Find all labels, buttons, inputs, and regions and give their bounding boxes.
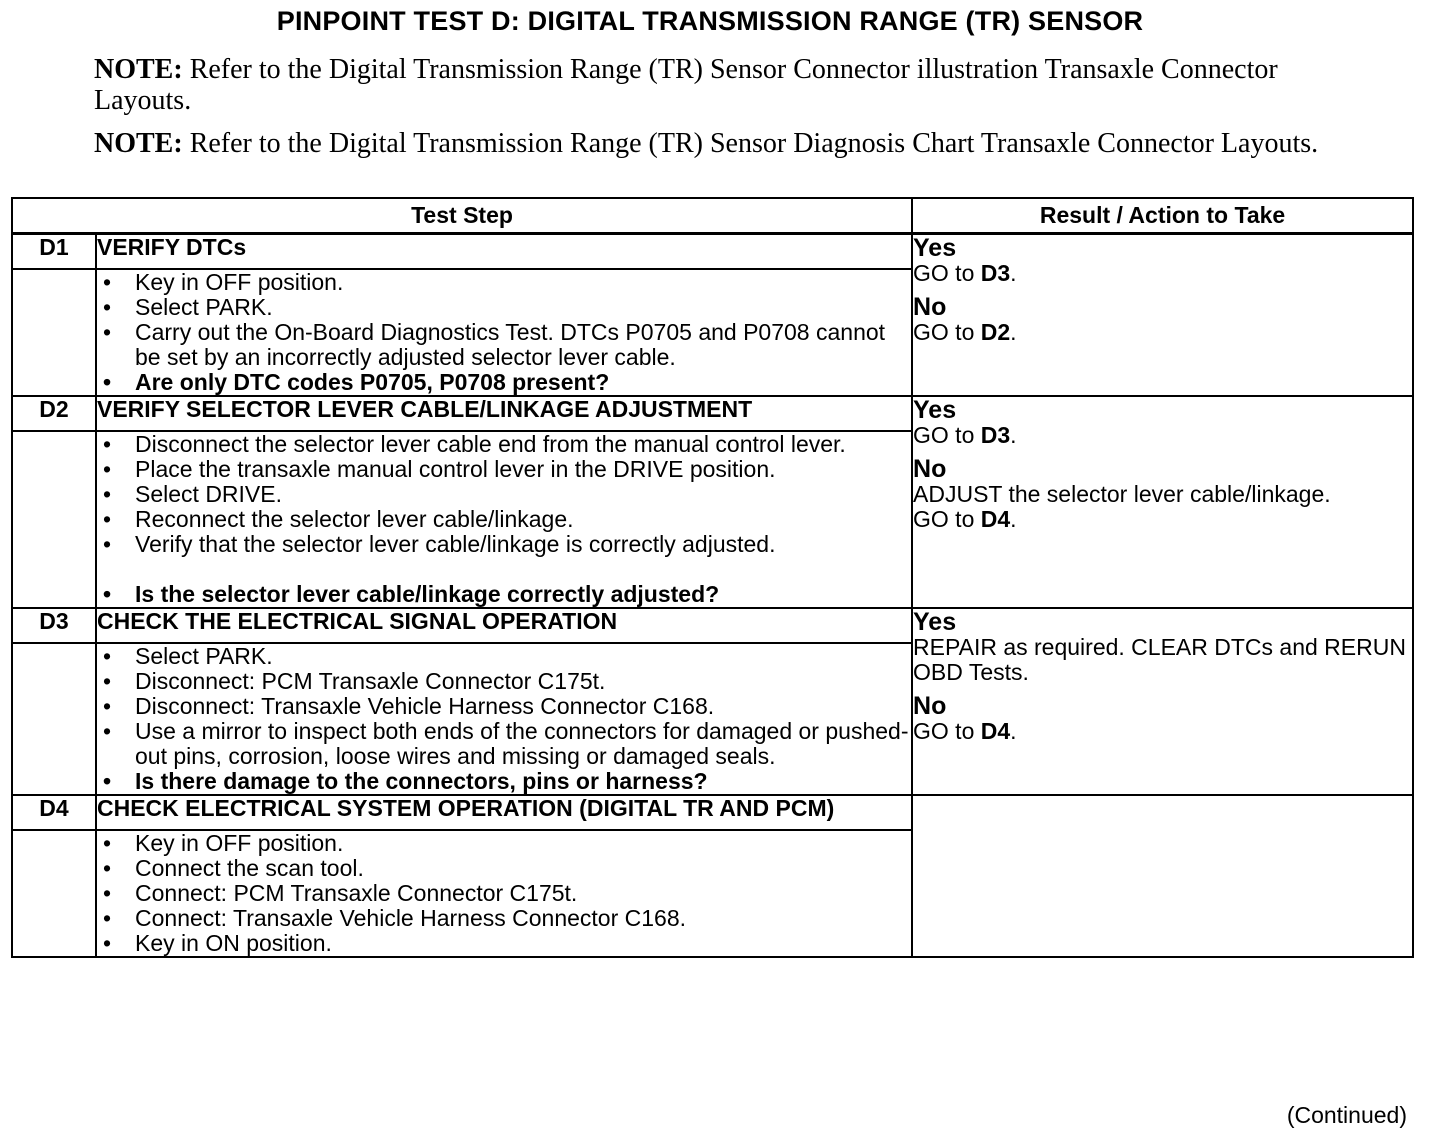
list-item: • Carry out the On-Board Diagnostics Test. DTCs P0705 and P0708 cannot be set by an incorrectly adjusted selector lever cable. xyxy=(102,319,886,370)
page-title: PINPOINT TEST D: DIGITAL TRANSMISSION RANGE (TR) SENSOR xyxy=(276,6,1144,36)
note-text: Refer to the Digital Transmission Range (TR) Sensor Diagnosis Chart Transaxle Connector Layouts. xyxy=(189,128,1319,159)
result-yes-text: GO to D3. xyxy=(913,422,1017,448)
list-item: • Reconnect the selector lever cable/linkage. xyxy=(102,506,574,532)
step-id: D1 xyxy=(12,234,96,270)
result-no-pre: ADJUST the selector lever cable/linkage. xyxy=(913,481,1331,507)
result-yes-text: GO to D3. xyxy=(913,260,1017,286)
step-id: D2 xyxy=(12,396,96,431)
list-item: • Connect: Transaxle Vehicle Harness Connector C168. xyxy=(102,905,687,931)
result-yes-label: Yes xyxy=(913,608,957,636)
step-d1-items xyxy=(96,269,912,396)
step-id-blank xyxy=(12,830,96,957)
list-item-question: • Is the selector lever cable/linkage correctly adjusted? xyxy=(102,581,720,607)
step-d2-result xyxy=(912,396,1413,608)
list-item-question: • Are only DTC codes P0705, P0708 present? xyxy=(102,369,610,395)
step-id-blank xyxy=(12,269,96,396)
step-d3-heading-row xyxy=(12,608,1413,643)
result-no-label: No xyxy=(913,692,947,720)
list-item: • Key in OFF position. xyxy=(102,830,344,856)
list-item: • Key in OFF position. xyxy=(102,269,344,295)
note-label: NOTE: xyxy=(94,128,183,159)
list-item: • Disconnect: Transaxle Vehicle Harness Connector C168. xyxy=(102,693,715,719)
step-d2-heading-row xyxy=(12,396,1413,431)
list-item: • Disconnect: PCM Transaxle Connector C175t. xyxy=(102,668,606,694)
step-heading: CHECK ELECTRICAL SYSTEM OPERATION (DIGITAL TR AND PCM) xyxy=(96,795,912,830)
note-label: NOTE: xyxy=(94,54,183,85)
list-item: • Place the transaxle manual control lever in the DRIVE position. xyxy=(102,456,776,482)
list-item: • Disconnect the selector lever cable end from the manual control lever. xyxy=(102,431,846,457)
step-d4-heading-row xyxy=(12,795,1413,830)
list-item: • Select DRIVE. xyxy=(102,481,282,507)
list-item: • Use a mirror to inspect both ends of the connectors for damaged or pushed-out pins, corrosion, loose wires and missing or damaged seals. xyxy=(102,718,909,769)
result-yes-text: REPAIR as required. CLEAR DTCs and RERUN OBD Tests. xyxy=(913,634,1406,685)
step-d2-items xyxy=(96,431,912,608)
result-no-text: GO to D2. xyxy=(913,319,1017,345)
table-header-row xyxy=(12,198,1413,234)
result-no-text: GO to D4. xyxy=(913,506,1017,532)
step-id: D4 xyxy=(12,795,96,830)
result-yes-label: Yes xyxy=(913,396,957,424)
step-id-blank xyxy=(12,431,96,608)
result-no-label: No xyxy=(913,455,947,483)
list-item: • Connect: PCM Transaxle Connector C175t. xyxy=(102,880,578,906)
list-item: • Key in ON position. xyxy=(102,930,332,956)
list-item: • Select PARK. xyxy=(102,643,273,669)
note-text: Refer to the Digital Transmission Range (TR) Sensor Connector illustration Transaxle Connector Layouts. xyxy=(94,54,1278,116)
continued-label: (Continued) xyxy=(1286,1102,1407,1128)
step-d4-result xyxy=(912,795,1413,957)
note-2 xyxy=(94,128,1354,159)
pinpoint-test-table xyxy=(11,197,1414,958)
result-no-text: GO to D4. xyxy=(913,718,1017,744)
header-test-step: Test Step xyxy=(12,198,912,234)
step-d4-items xyxy=(96,830,912,957)
note-1 xyxy=(94,54,1354,116)
list-item: • Connect the scan tool. xyxy=(102,855,364,881)
header-result-action: Result / Action to Take xyxy=(912,198,1413,234)
result-no-label: No xyxy=(913,293,947,321)
step-d1-result xyxy=(912,234,1413,397)
step-d3-items xyxy=(96,643,912,795)
list-item: • Verify that the selector lever cable/linkage is correctly adjusted. xyxy=(102,531,776,557)
step-heading: CHECK THE ELECTRICAL SIGNAL OPERATION xyxy=(96,608,912,643)
step-heading: VERIFY DTCs xyxy=(96,234,912,270)
step-d1-heading-row xyxy=(12,234,1413,270)
list-item: • Select PARK. xyxy=(102,294,273,320)
step-id-blank xyxy=(12,643,96,795)
step-d3-result xyxy=(912,608,1413,795)
step-heading: VERIFY SELECTOR LEVER CABLE/LINKAGE ADJUSTMENT xyxy=(96,396,912,431)
step-id: D3 xyxy=(12,608,96,643)
list-item-question: • Is there damage to the connectors, pins or harness? xyxy=(102,768,708,794)
result-yes-label: Yes xyxy=(913,234,957,262)
